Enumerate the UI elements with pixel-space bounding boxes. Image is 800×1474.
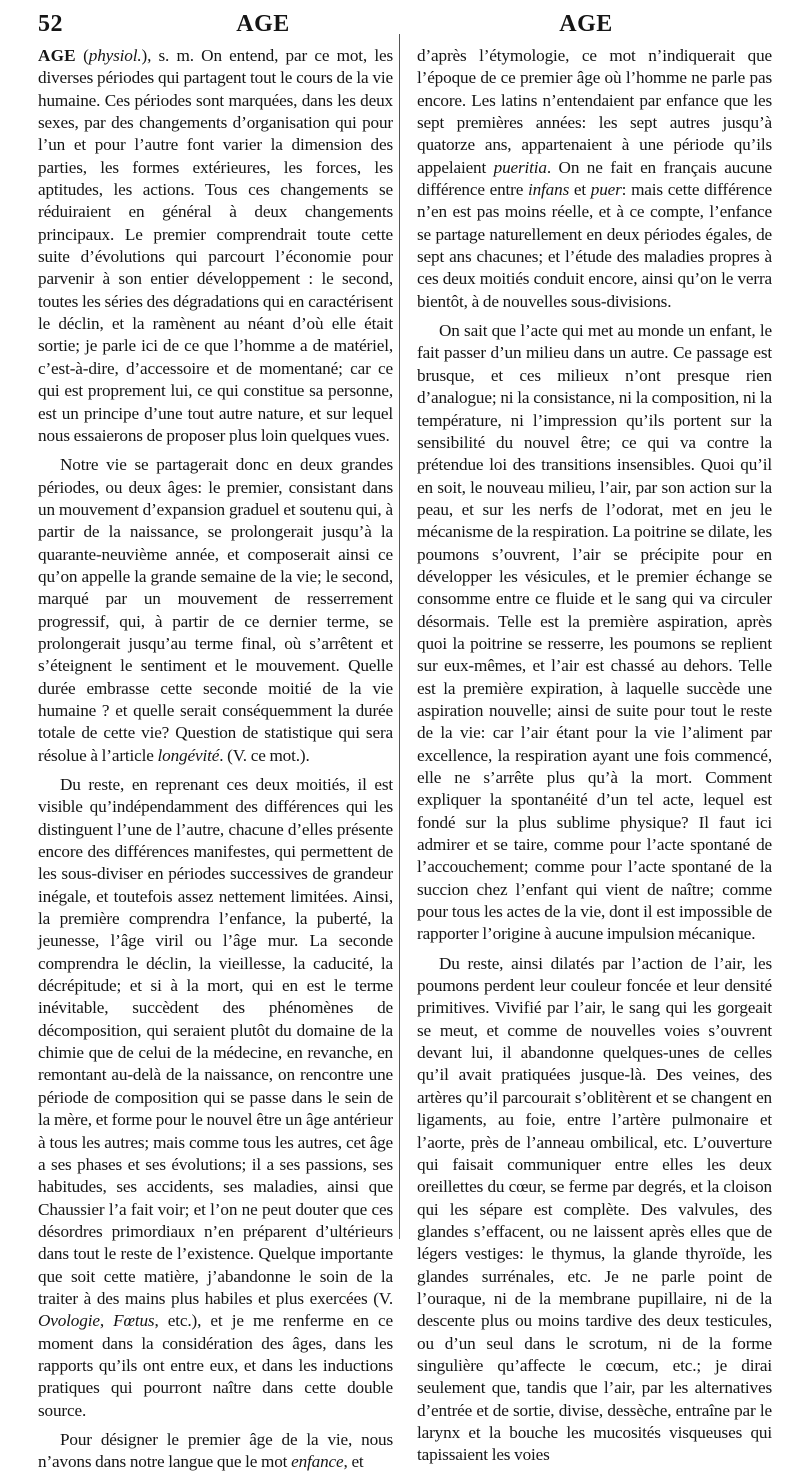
childhood-word-text: Pour désigner le premier âge de la vie, nous n’avons dans notre langue que le mot	[38, 1429, 393, 1472]
life-periods-paragraph	[38, 454, 393, 767]
etymology-text: d’après l’étymologie, ce mot n’indiquerait que l’époque de ce premier âge où l’homme ne parle pas encore. Les latins n’entendaient par enfance que les sept premières années: les sept autres jusqu’à quatorze ans, appartenaient à une période qu’ils appelaient	[417, 46, 772, 177]
paragraph-spacer	[38, 1422, 393, 1429]
term-separator: ,	[99, 1311, 114, 1331]
conjunction-text: et	[569, 180, 591, 200]
right-text-column	[417, 45, 772, 1465]
childhood-word-end: , et	[343, 1452, 364, 1472]
entry-introduction-paragraph	[38, 45, 393, 447]
entry-headword: AGE	[38, 46, 76, 65]
etymology-middle-text: . On ne fait en français aucune différence entre	[417, 157, 772, 200]
etymology-paragraph	[417, 45, 772, 313]
subdivisions-text-end: , etc.), et je me renferme en ce moment dans la considération des âges, dans les rapports qu’ils ont entre eux, et dans les inductions pratiques qui pourront naître dans cette double source.	[38, 1311, 393, 1420]
paragraph-spacer	[417, 946, 772, 953]
left-running-title: AGE	[236, 11, 290, 37]
pueritia-term: pueritia	[493, 157, 547, 177]
paragraph-spacer	[38, 447, 393, 454]
life-periods-reference-end: . (V. ce mot.).	[219, 745, 310, 765]
childhood-word-paragraph	[38, 1429, 393, 1474]
physiology-label-open: (	[83, 46, 89, 65]
etymology-end-text: : mais cette différence n’en est pas moins réelle, et à ce compte, l’enfance se partage naturellement en deux périodes égales, de sept ans chacunes; et l’étude des maladies propres à ces deux moitiés conduit encore, ainsi qu’on le verra bientôt, à de nouvelles sous-divisions.	[417, 180, 772, 311]
left-text-column	[38, 45, 393, 1472]
puer-term: puer	[590, 180, 622, 200]
physiology-label: physiol.	[88, 46, 142, 65]
respiration-paragraph: On sait que l’acte qui met au monde un enfant, le fait passer d’un milieu dans un autre. Ce passage est brusque, et ces milieux n’ont presque rien d’analogue; ni la consistance, ni la composition, ni la température, ni l’impression qu’ils portent sur la sensibilité du nouvel être; ce qui va contre la prétendue loi des transitions insensibles. Quoi qu’il en soit, le nouveau milieu, l’air, par son action sur la peau, et sur les nerfs de l’odorat, met en jeu le mécanisme de la respiration. La poitrine se dilate, les poumons s’ouvrent, l’air se précipite pour en développer les vésicules, et le premier échange se consomme entre ce fluide et le sang qui va circuler désormais. Telle est la première aspiration, après quoi la poitrine se resserre, les poumons se replient sur eux-mêmes, et l’air est chassé au dehors. Telle est la première expiration, à laquelle succède une aspiration nouvelle; ainsi de suite pour tout le reste de la vie: car l’air étant pour la vie l’aliment par excellence, la respiration ayant une fois commencé, elle ne s’arrête plus qu’à la mort. Comment expliquer la spontanéité d’un tel acte, lequel est fondé sur la plus sublime physique? Il faut ici admirer et se taire, comme pour l’acte spontané de l’accouchement; comme pour l’acte spontané de la succion chez l’enfant qui vient de naître; comme pour tous les actes de la vie, dont il est impossible de rapporter l’origine à aucune impulsion mécanique.	[417, 321, 772, 944]
longevity-term: longévité	[157, 745, 220, 765]
entry-definition-text: ), s. m. On entend, par ce mot, les diverses périodes qui partagent tout le cours de la vie humaine. Ces périodes sont marquées, dans les deux sexes, par des changements d’organisation qui pour l’un et pour l’autre font varier la dimension des parties, les formes extérieures, les forces, les aptitudes, les actions. Tous ces changements se réduiraient en général à deux changements principaux. Le premier comprendrait toute cette suite d’évolutions qui parcourt l’économie pour parvenir à son entier développement : le second, toutes les séries des dégradations qui en caractérisent le déclin, et la ramènent au néant d’où elle était sortie; je parle ici de ce que l’homme a de matériel, c’est-à-dire, d’accessoire et de momentané; car ce qui est proprement lui, ce qui constitue sa personne, est un principe d’une tout autre nature, et sur lequel nous essaierons de proposer plus loin quelques vues.	[38, 46, 393, 445]
foetus-term: Fœtus	[113, 1311, 155, 1331]
column-divider	[399, 34, 400, 1239]
subdivisions-paragraph	[38, 774, 393, 1422]
running-head	[0, 0, 800, 40]
paragraph-spacer	[417, 313, 772, 320]
subdivisions-text: Du reste, en reprenant ces deux moitiés, il est visible qu’indépendamment des différences qui les distinguent l’une de l’autre, chacune d’elles présente encore des différences manifestes, qui permettent de les sous-diviser en périodes successives de grandeur inégale, et toutefois assez nettement limitées. Ainsi, la première comprendra l’enfance, la puberté, la jeunesse, l’âge viril ou l’âge mur. La seconde comprendra le déclin, la vieillesse, la caducité, la décrépitude; et si à la mort, qui en est le terme inévitable, succèdent des phénomènes de décomposition, qui seraient plutôt du domaine de la chimie que de celui de la médecine, en revanche, en remontant au-delà de la naissance, on rencontre une période de composition qui se passe dans le sein de la mère, et forme pour le nouvel être un âge antérieur à tous les autres; mais comme tous les autres, cet âge a ses phases et ses évolutions; il a ses passions, ses habitudes, ses accidents, ses maladies, ainsi que Chaussier l’a fait voir; et l’on ne peut douter que ces désordres primordiaux n’en préparent d’ultérieurs dans tout le reste de l’existence. Quelque importante que soit cette matière, j’abandonne le soin de la traiter à des mains plus habiles et plus exercées (V.	[38, 775, 393, 1308]
paragraph-spacer	[38, 767, 393, 774]
life-periods-text: Notre vie se partagerait donc en deux grandes périodes, ou deux âges: le premier, consistant dans un mouvement d’expansion graduel et soutenu qui, à partir de la naissance, se prolongerait jusqu’à la quarante-neuvième année, et composerait ainsi ce qu’on appelle la grande semaine de la vie; le second, marqué par un mouvement de resserrement progressif, qui, à partir de ce dernier terme, se prolongerait jusqu’au terme final, où s’arrêtent et s’éteignent le sentiment et le mouvement. Quelle durée embrasse cette seconde moitié de la vie humaine ? et quelle serait conséquemment la durée totale de cette vie? Question de statistique qui sera résolue à l’article	[38, 455, 393, 765]
enfance-term: enfance	[291, 1452, 344, 1472]
right-running-title: AGE	[559, 11, 613, 37]
circulation-paragraph: Du reste, ainsi dilatés par l’action de l’air, les poumons perdent leur couleur foncée et leur densité primitives. Vivifié par l’air, le sang qui les gorgeait se meut, et comme de nouvelles voies s’ouvrent devant lui, il abandonne quelques-unes de celles qu’il avait pratiquées jusque-là. Des veines, des artères qu’il parcourait s’oblitèrent et se changent en ligaments, au foie, entre l’artère pulmonaire et l’aorte, près de l’anneau ombilical, etc. L’ouverture qui faisait communiquer entre elles les deux oreillettes du cœur, se ferme par degrés, et la cloison qui les sépare est complète. Des valvules, des glandes s’effacent, ou ne laissent après elles que de légers vestiges: le thymus, la glande thyroïde, les glandes surrénales, etc. Je ne parle point de l’ouraque, ni de la membrane pupillaire, ni de la descente plus ou moins tardive des deux testicules, ou d’un seul dans le scrotum, ni de la forme singulière qu’affecte le cœcum, etc.; je dirai seulement que, tandis que l’air, par les alternatives d’entrée et de sortie, divise, dessèche, entraîne par le larynx et la bouche les mucosités visqueuses qui tapissaient les voies	[417, 953, 772, 1465]
page-number: 52	[38, 11, 63, 37]
ovologie-term: Ovologie	[38, 1311, 100, 1331]
infans-term: infans	[527, 180, 570, 200]
